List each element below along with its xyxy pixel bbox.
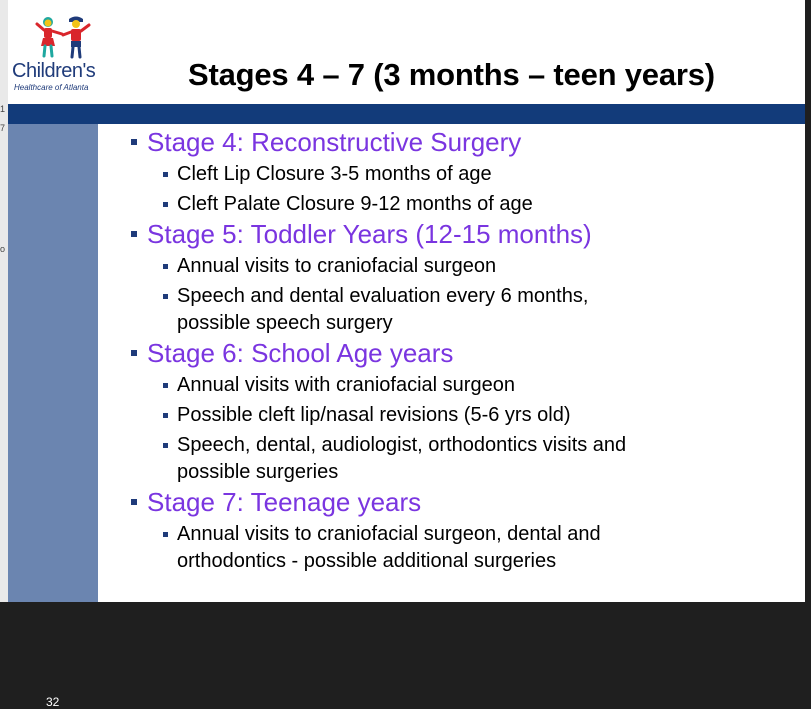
square-bullet-icon <box>131 350 137 356</box>
square-bullet-icon <box>163 202 168 207</box>
header-band <box>8 104 805 124</box>
window-border-bottom <box>0 602 811 606</box>
list-item-text: Cleft Lip Closure 3-5 months of age <box>177 163 492 185</box>
list-item-text: Annual visits to craniofacial surgeon, dental and orthodontics - possible additional surgeries <box>177 523 601 572</box>
children-logo-figures-icon <box>34 14 94 60</box>
square-bullet-icon <box>163 413 168 418</box>
window-border-right <box>805 0 811 606</box>
childrens-healthcare-logo <box>12 14 112 94</box>
list-item <box>126 521 677 575</box>
stage-items <box>126 253 796 337</box>
list-item-text: Cleft Palate Closure 9-12 months of age <box>177 193 533 215</box>
square-bullet-icon <box>163 532 168 537</box>
square-bullet-icon <box>131 231 137 237</box>
list-item-text: Annual visits to craniofacial surgeon <box>177 255 497 277</box>
slide-title: Stages 4 – 7 (3 months – teen years) <box>188 57 715 92</box>
stage-5 <box>126 218 796 337</box>
list-item <box>126 161 796 188</box>
stage-items <box>126 372 796 486</box>
list-item-text: Speech, dental, audiologist, orthodontics visits and possible surgeries <box>177 434 627 483</box>
stage-items <box>126 161 796 218</box>
stage-heading-text: Stage 5: Toddler Years (12-15 months) <box>147 219 592 249</box>
margin-mark: 1 <box>0 104 6 114</box>
stage-7 <box>126 486 796 575</box>
stage-items <box>126 521 796 575</box>
list-item-text: Annual visits with craniofacial surgeon <box>177 374 515 396</box>
square-bullet-icon <box>131 139 137 145</box>
square-bullet-icon <box>163 443 168 448</box>
square-bullet-icon <box>163 294 168 299</box>
list-item <box>126 283 647 337</box>
margin-mark: 7 <box>0 123 6 133</box>
side-panel <box>8 124 98 709</box>
stage-heading <box>126 218 796 250</box>
logo-wordmark: Children's <box>12 60 96 82</box>
margin-mark: o <box>0 244 6 254</box>
stage-heading <box>126 337 796 369</box>
square-bullet-icon <box>163 172 168 177</box>
stage-heading <box>126 126 796 158</box>
list-item <box>126 191 796 218</box>
stage-heading-text: Stage 7: Teenage years <box>147 487 422 517</box>
list-item <box>126 372 796 399</box>
stage-heading <box>126 486 796 518</box>
slide-content <box>126 126 796 575</box>
stage-heading-text: Stage 4: Reconstructive Surgery <box>147 127 522 157</box>
slide <box>8 0 805 709</box>
list-item-text: Possible cleft lip/nasal revisions (5-6 yrs old) <box>177 404 571 426</box>
square-bullet-icon <box>163 264 168 269</box>
left-window-strip <box>0 0 8 606</box>
list-item <box>126 402 796 429</box>
stage-heading-text: Stage 6: School Age years <box>147 338 454 368</box>
stage-4 <box>126 126 796 218</box>
square-bullet-icon <box>163 383 168 388</box>
logo-tagline: Healthcare of Atlanta <box>14 83 89 92</box>
stage-6 <box>126 337 796 486</box>
list-item <box>126 253 796 280</box>
slide-number: 32 <box>46 695 60 709</box>
square-bullet-icon <box>131 499 137 505</box>
list-item <box>126 432 697 486</box>
list-item-text: Speech and dental evaluation every 6 months, possible speech surgery <box>177 285 589 334</box>
